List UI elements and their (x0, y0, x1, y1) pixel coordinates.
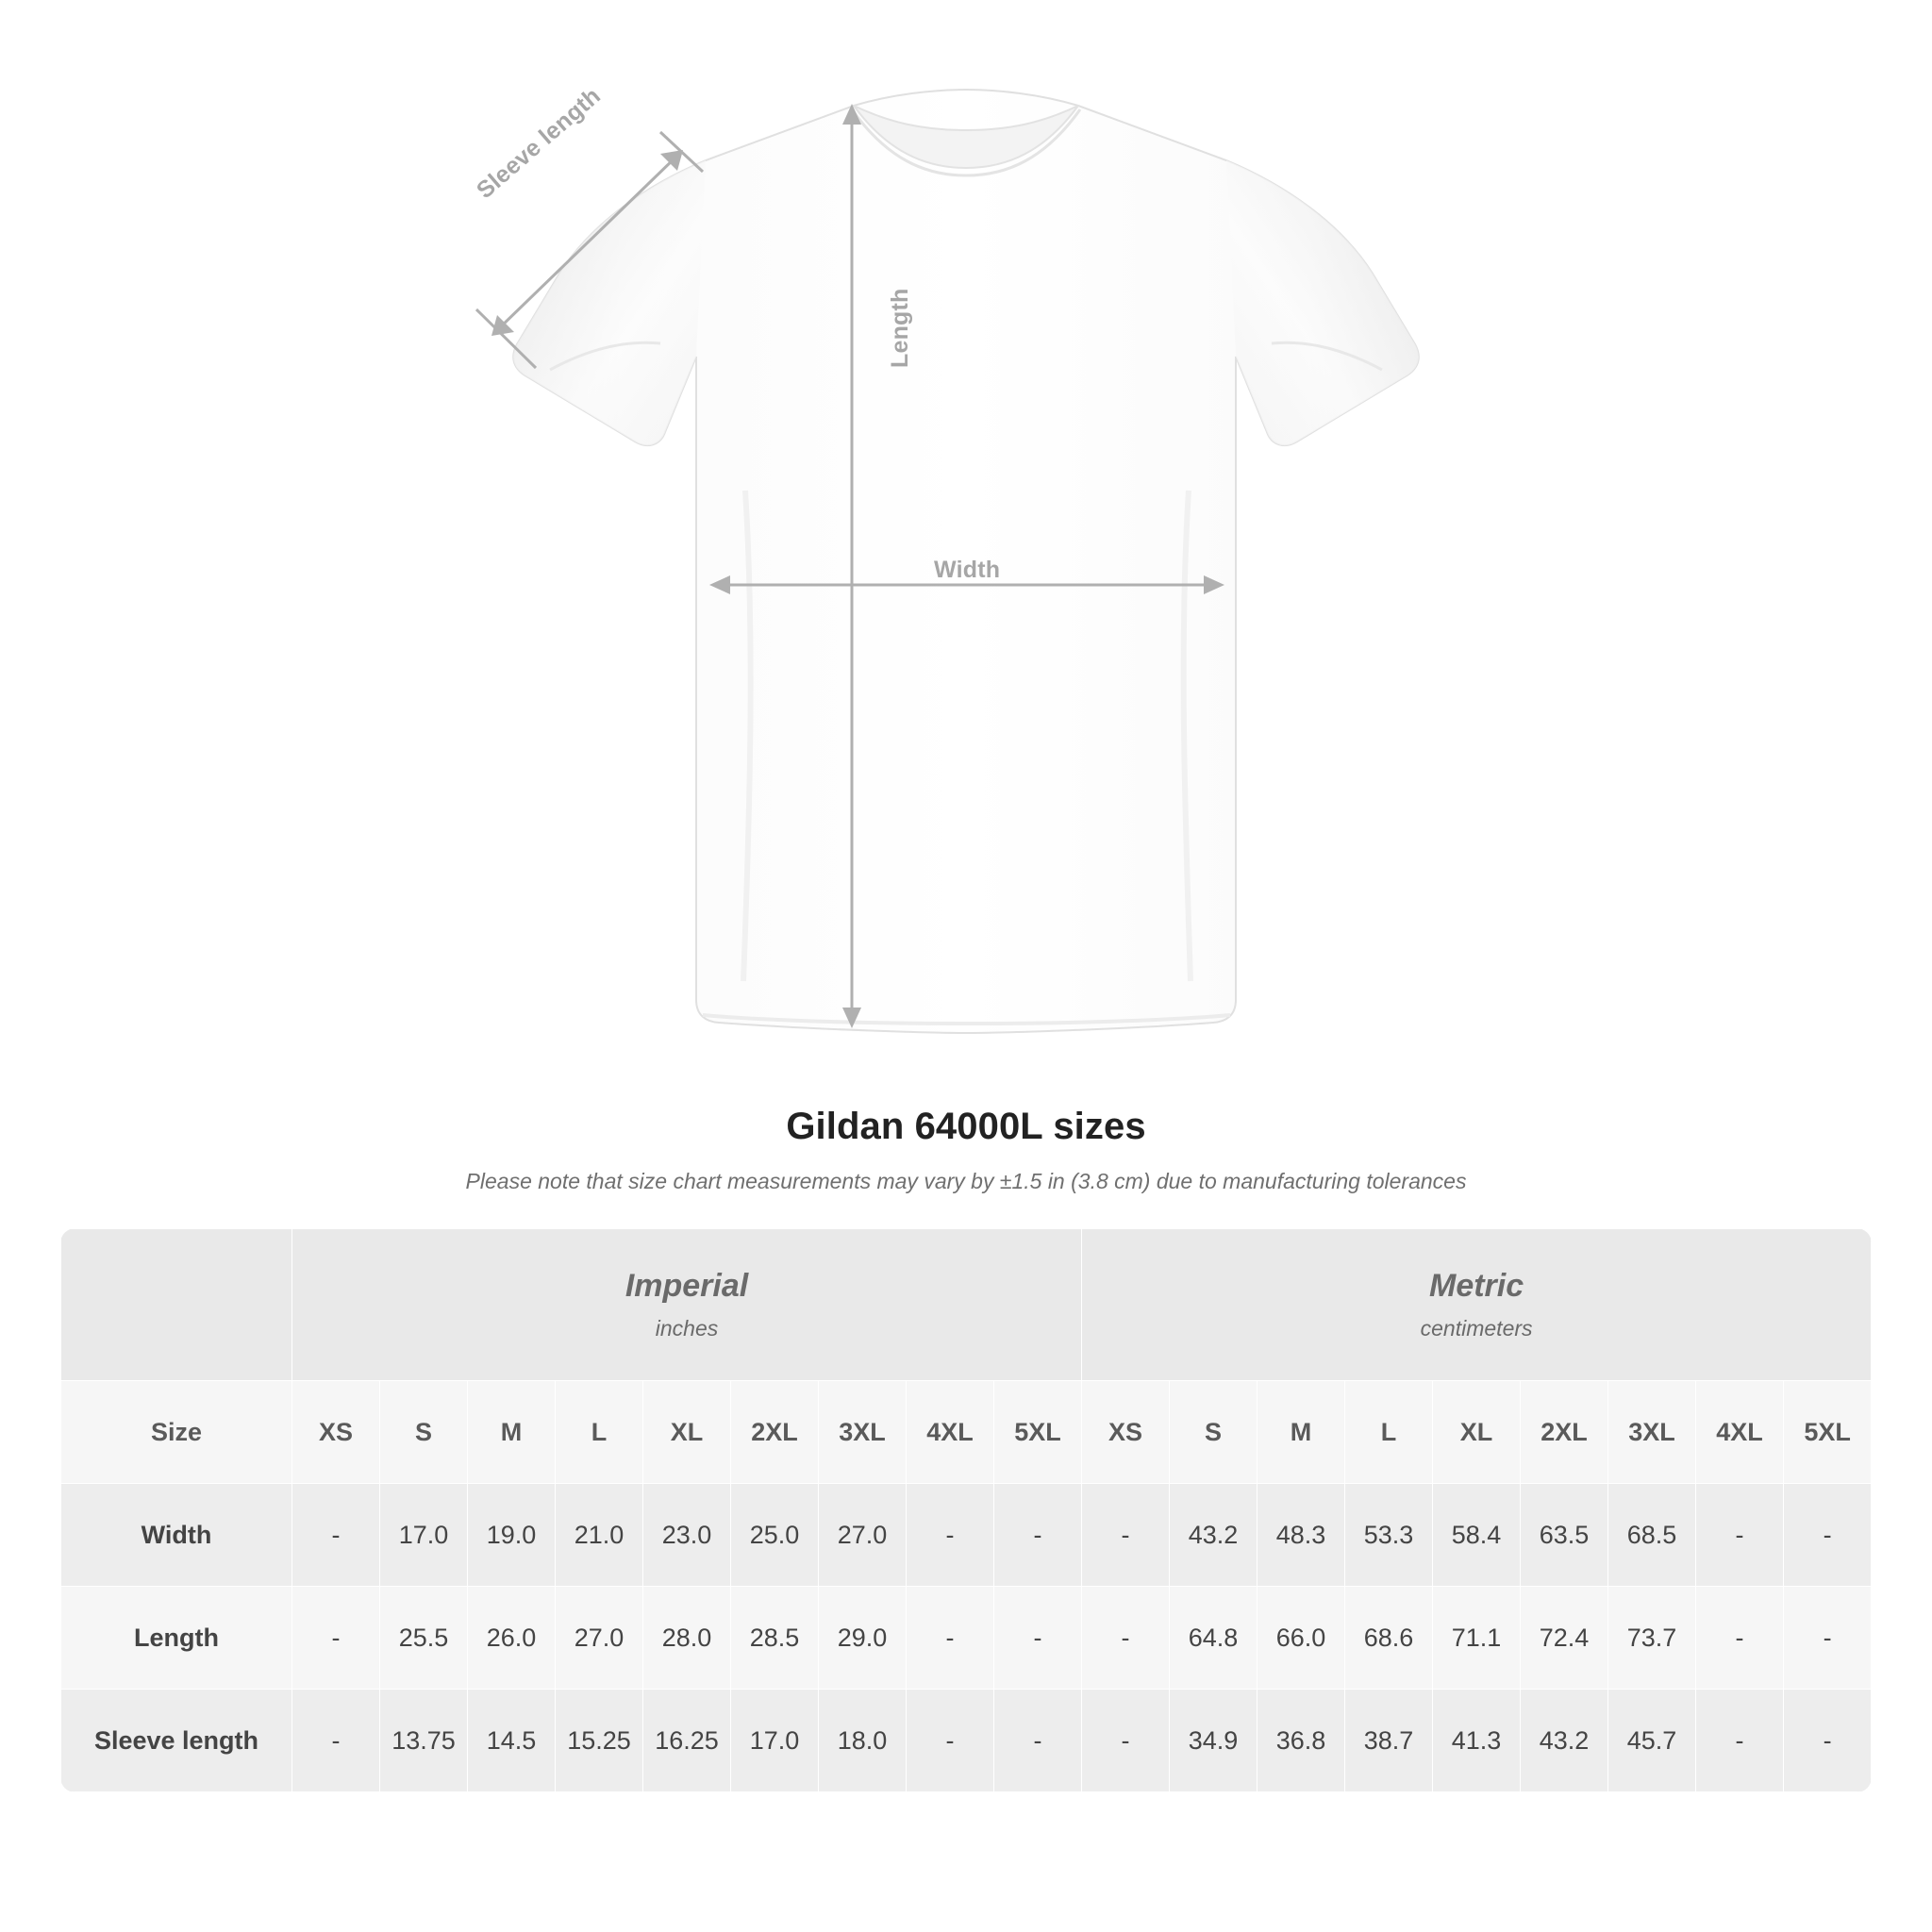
cell-sleeve-imperial-4xl: - (907, 1690, 994, 1792)
cell-length-imperial-2xl: 28.5 (731, 1587, 819, 1690)
cell-width-metric-3xl: 68.5 (1608, 1484, 1696, 1587)
cell-length-metric-m: 66.0 (1257, 1587, 1345, 1690)
cell-width-imperial-xl: 23.0 (643, 1484, 731, 1587)
cell-sleeve-imperial-xs: - (292, 1690, 380, 1792)
cell-width-imperial-s: 17.0 (380, 1484, 468, 1587)
col-head-imperial-5xl: 5XL (994, 1381, 1082, 1484)
cell-length-metric-l: 68.6 (1345, 1587, 1433, 1690)
metric-unit-name: Metric (1429, 1268, 1524, 1304)
cell-sleeve-imperial-l: 15.25 (556, 1690, 643, 1792)
col-head-imperial-xl: XL (643, 1381, 731, 1484)
cell-width-metric-m: 48.3 (1257, 1484, 1345, 1587)
cell-width-imperial-m: 19.0 (468, 1484, 556, 1587)
length-label: Length (887, 288, 913, 368)
cell-width-metric-s: 43.2 (1170, 1484, 1257, 1587)
cell-length-imperial-xs: - (292, 1587, 380, 1690)
col-head-metric-m: M (1257, 1381, 1345, 1484)
cell-sleeve-metric-4xl: - (1696, 1690, 1784, 1792)
cell-width-metric-xl: 58.4 (1433, 1484, 1521, 1587)
cell-sleeve-metric-l: 38.7 (1345, 1690, 1433, 1792)
metric-unit-sub: centimeters (1420, 1316, 1533, 1341)
title-block (0, 1106, 1932, 1194)
cell-length-metric-5xl: - (1784, 1587, 1872, 1690)
cell-length-imperial-l: 27.0 (556, 1587, 643, 1690)
size-table-wrapper (60, 1228, 1872, 1792)
cell-sleeve-metric-m: 36.8 (1257, 1690, 1345, 1792)
cell-width-imperial-xs: - (292, 1484, 380, 1587)
cell-sleeve-metric-5xl: - (1784, 1690, 1872, 1792)
table-row-sleeve-length (61, 1690, 1872, 1792)
cell-length-imperial-xl: 28.0 (643, 1587, 731, 1690)
cell-sleeve-imperial-s: 13.75 (380, 1690, 468, 1792)
right-sleeve (1226, 160, 1419, 445)
imperial-unit-name: Imperial (625, 1268, 749, 1304)
imperial-unit-sub: inches (655, 1316, 719, 1341)
cell-sleeve-imperial-3xl: 18.0 (819, 1690, 907, 1792)
page-title: Gildan 64000L sizes (786, 1106, 1146, 1147)
cell-length-imperial-s: 25.5 (380, 1587, 468, 1690)
cell-length-metric-3xl: 73.7 (1608, 1587, 1696, 1690)
width-label: Width (934, 557, 1001, 583)
sleeve-length-label: Sleeve length (472, 82, 606, 205)
row-label-length: Length (61, 1587, 292, 1690)
cell-width-metric-5xl: - (1784, 1484, 1872, 1587)
col-head-metric-s: S (1170, 1381, 1257, 1484)
cell-length-imperial-5xl: - (994, 1587, 1082, 1690)
col-head-metric-xl: XL (1433, 1381, 1521, 1484)
page-subtitle: Please note that size chart measurements may vary by ±1.5 in (3.8 cm) due to manufacturing tolerances (465, 1169, 1467, 1193)
table-row-length (61, 1587, 1872, 1690)
size-header-row (61, 1381, 1872, 1484)
col-head-imperial-4xl: 4XL (907, 1381, 994, 1484)
imperial-header-cell (292, 1229, 1082, 1381)
cell-width-metric-2xl: 63.5 (1521, 1484, 1608, 1587)
col-head-imperial-3xl: 3XL (819, 1381, 907, 1484)
cell-sleeve-imperial-5xl: - (994, 1690, 1082, 1792)
cell-length-metric-xl: 71.1 (1433, 1587, 1521, 1690)
col-head-metric-3xl: 3XL (1608, 1381, 1696, 1484)
cell-sleeve-metric-s: 34.9 (1170, 1690, 1257, 1792)
cell-width-metric-xs: - (1082, 1484, 1170, 1587)
cell-width-metric-4xl: - (1696, 1484, 1784, 1587)
cell-length-imperial-4xl: - (907, 1587, 994, 1690)
cell-length-metric-2xl: 72.4 (1521, 1587, 1608, 1690)
cell-length-imperial-3xl: 29.0 (819, 1587, 907, 1690)
cell-sleeve-imperial-m: 14.5 (468, 1690, 556, 1792)
row-label-width: Width (61, 1484, 292, 1587)
cell-width-imperial-5xl: - (994, 1484, 1082, 1587)
cell-sleeve-imperial-2xl: 17.0 (731, 1690, 819, 1792)
left-sleeve (513, 160, 706, 445)
cell-width-imperial-3xl: 27.0 (819, 1484, 907, 1587)
cell-sleeve-imperial-xl: 16.25 (643, 1690, 731, 1792)
table-row-width (61, 1484, 1872, 1587)
col-head-metric-5xl: 5XL (1784, 1381, 1872, 1484)
cell-length-metric-xs: - (1082, 1587, 1170, 1690)
col-head-metric-2xl: 2XL (1521, 1381, 1608, 1484)
col-head-imperial-xs: XS (292, 1381, 380, 1484)
cell-sleeve-metric-xs: - (1082, 1690, 1170, 1792)
units-spacer-cell (61, 1229, 292, 1381)
col-head-metric-l: L (1345, 1381, 1433, 1484)
cell-width-metric-l: 53.3 (1345, 1484, 1433, 1587)
size-table (60, 1228, 1872, 1792)
cell-width-imperial-4xl: - (907, 1484, 994, 1587)
col-head-imperial-l: L (556, 1381, 643, 1484)
cell-sleeve-metric-xl: 41.3 (1433, 1690, 1521, 1792)
cell-length-metric-s: 64.8 (1170, 1587, 1257, 1690)
cell-length-imperial-m: 26.0 (468, 1587, 556, 1690)
col-head-imperial-s: S (380, 1381, 468, 1484)
col-head-imperial-2xl: 2XL (731, 1381, 819, 1484)
metric-header-cell (1082, 1229, 1872, 1381)
col-head-metric-4xl: 4XL (1696, 1381, 1784, 1484)
cell-width-imperial-l: 21.0 (556, 1484, 643, 1587)
size-row-label: Size (61, 1381, 292, 1484)
cell-sleeve-metric-2xl: 43.2 (1521, 1690, 1608, 1792)
cell-length-metric-4xl: - (1696, 1587, 1784, 1690)
cell-sleeve-metric-3xl: 45.7 (1608, 1690, 1696, 1792)
units-header-row (61, 1229, 1872, 1381)
col-head-metric-xs: XS (1082, 1381, 1170, 1484)
col-head-imperial-m: M (468, 1381, 556, 1484)
cell-width-imperial-2xl: 25.0 (731, 1484, 819, 1587)
row-label-sleeve-length: Sleeve length (61, 1690, 292, 1792)
